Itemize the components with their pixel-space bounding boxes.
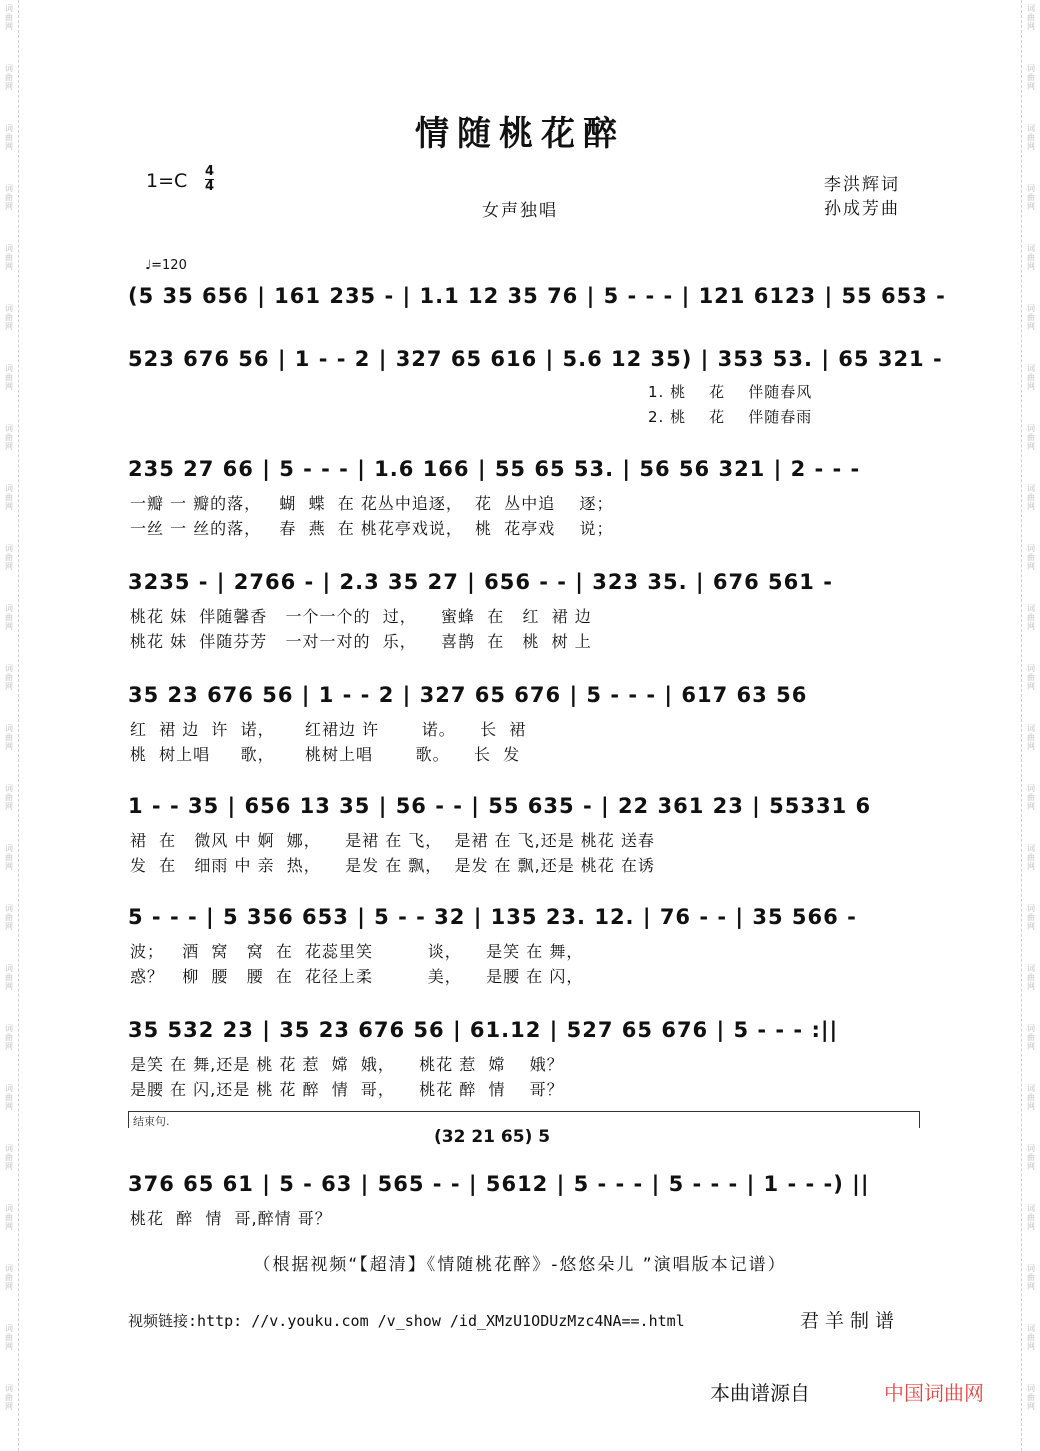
watermark-glyphs: 词 曲 网 [1027,1084,1035,1111]
watermark-glyphs: 词 曲 网 [5,1084,13,1111]
watermark-glyphs: 词 曲 网 [5,784,13,811]
watermark-glyphs: 词 曲 网 [5,64,13,91]
ending-bracket [128,1111,920,1128]
watermark-glyphs: 词 曲 网 [1027,604,1035,631]
lyric-verse-1: 桃花 妹 伴随馨香 一个一个的 过， 蜜蜂 在 红 裙 边 [130,607,592,626]
watermark-glyphs: 词 曲 网 [1027,304,1035,331]
notation-line: 1 - - 35 | 656 13 35 | 56 - - | 55 635 - | 22 361 23 | 55331 6 [128,794,872,818]
watermark-glyphs: 词 曲 网 [5,604,13,631]
lyric-verse-2: 桃 树上唱 歌， 桃树上唱 歌。 长 发 [130,745,521,764]
watermark-glyphs: 词 曲 网 [5,484,13,511]
notation-line: 5 - - - | 5 356 653 | 5 - - 32 | 135 23. 12. | 76 - - | 35 566 - [128,905,857,929]
watermark-glyphs: 词 曲 网 [1027,1384,1035,1411]
watermark-glyphs: 词 曲 网 [1027,664,1035,691]
notation-line: 376 65 61 | 5 - 63 | 565 - - | 5612 | 5 - - - | 5 - - - | 1 - - -) || [128,1172,870,1196]
notation-line: 35 23 676 56 | 1 - - 2 | 327 65 676 | 5 - - - | 617 63 56 [128,683,808,707]
watermark-glyphs: 词 曲 网 [5,1384,13,1411]
lyric-verse-2: 惑？ 柳 腰 腰 在 花径上柔 美， 是腰 在 闪， [130,967,584,986]
watermark-glyphs: 词 曲 网 [5,1264,13,1291]
notation-line: 35 532 23 | 35 23 676 56 | 61.12 | 527 65 676 | 5 - - - :|| [128,1018,839,1042]
watermark-glyphs: 词 曲 网 [5,1324,13,1351]
watermark-glyphs: 词 曲 网 [1027,364,1035,391]
watermark-glyphs: 词 曲 网 [1027,844,1035,871]
lyric-verse-1: 波； 酒 窝 窝 在 花蕊里笑 谈， 是笑 在 舞， [130,942,584,961]
watermark-glyphs: 词 曲 网 [5,1144,13,1171]
watermark-glyphs: 词 曲 网 [5,724,13,751]
watermark-glyphs: 词 曲 网 [5,1024,13,1051]
video-link: 视频链接:http: //v.youku.com /v_show /id_XMzU1ODUzMzc4NA==.html [128,1312,685,1330]
watermark-glyphs: 词 曲 网 [1027,784,1035,811]
lyric-verse-1: 桃花 醉 情 哥,醉情 哥？ [130,1209,332,1228]
watermark-glyphs: 词 曲 网 [5,964,13,991]
watermark-glyphs: 词 曲 网 [5,904,13,931]
lyric-verse-2: 一丝 一 丝的落， 春 燕 在 桃花亭戏说， 桃 花亭戏 说； [130,519,614,538]
lyric-verse-1: 红 裙 边 许 诺， 红裙边 许 诺。 长 裙 [130,720,527,739]
composer-credit: 孙成芳曲 [824,199,900,219]
watermark-glyphs: 词 曲 网 [5,364,13,391]
watermark-glyphs: 词 曲 网 [5,4,13,31]
tempo-marking: ♩=120 [145,258,187,273]
lyric-verse-2: 2. 桃 花 伴随春雨 [648,408,813,426]
watermark-glyphs: 词 曲 网 [5,544,13,571]
key-signature: 1=C [146,170,188,192]
watermark-glyphs: 词 曲 网 [1027,124,1035,151]
transcription-source-note: （根据视频“【超清】《情随桃花醉》-悠悠朵儿 ”演唱版本记谱） [253,1255,787,1275]
watermark-glyphs: 词 曲 网 [5,664,13,691]
watermark-glyphs: 词 曲 网 [1027,544,1035,571]
lyric-verse-1: 一瓣 一 瓣的落， 蝴 蝶 在 花丛中追逐， 花 丛中追 逐； [130,494,614,513]
watermark-glyphs: 词 曲 网 [1027,964,1035,991]
watermark-glyphs: 词 曲 网 [5,184,13,211]
watermark-glyphs: 词 曲 网 [1027,484,1035,511]
watermark-glyphs: 词 曲 网 [1027,64,1035,91]
watermark-glyphs: 词 曲 网 [1027,1204,1035,1231]
lyric-verse-1: 是笑 在 舞,还是 桃 花 惹 嫦 娥， 桃花 惹 嫦 娥？ [130,1055,564,1074]
lyricist-credit: 李洪辉词 [824,175,900,195]
watermark-glyphs: 词 曲 网 [1027,4,1035,31]
lyric-verse-2: 是腰 在 闪,还是 桃 花 醉 情 哥， 桃花 醉 情 哥？ [130,1080,564,1099]
watermark-glyphs: 词 曲 网 [1027,1324,1035,1351]
source-site-name: 中国词曲网 [884,1381,984,1405]
notation-line: 3235 - | 2766 - | 2.3 35 27 | 656 - - | 323 35. | 676 561 - [128,570,833,594]
notation-line: 235 27 66 | 5 - - - | 1.6 166 | 55 65 53. | 56 56 321 | 2 - - - [128,457,861,481]
ending-label: 结束句. [133,1115,170,1128]
watermark-glyphs: 词 曲 网 [1027,184,1035,211]
watermark-glyphs: 词 曲 网 [1027,1024,1035,1051]
notation-line: (5 35 656 | 161 235 - | 1.1 12 35 76 | 5 - - - | 121 6123 | 55 653 - [128,284,946,308]
lyric-verse-2: 发 在 细雨 中 亲 热， 是发 在 飘， 是发 在 飘,还是 桃花 在诱 [130,856,655,875]
watermark-glyphs: 词 曲 网 [1027,904,1035,931]
right-watermark-strip [1021,0,1040,1451]
time-signature-bottom: 4 [205,179,215,194]
song-title: 情随桃花醉 [415,114,625,154]
watermark-glyphs: 词 曲 网 [5,304,13,331]
lyric-verse-1: 1. 桃 花 伴随春风 [648,383,813,401]
watermark-glyphs: 词 曲 网 [5,124,13,151]
left-watermark-strip [0,0,19,1451]
watermark-glyphs: 词 曲 网 [1027,1264,1035,1291]
watermark-glyphs: 词 曲 网 [5,1204,13,1231]
watermark-glyphs: 词 曲 网 [1027,724,1035,751]
watermark-glyphs: 词 曲 网 [5,424,13,451]
watermark-glyphs: 词 曲 网 [1027,244,1035,271]
lyric-verse-1: 裙 在 微风 中 婀 娜， 是裙 在 飞， 是裙 在 飞,还是 桃花 送春 [130,831,655,850]
voice-type: 女声独唱 [482,201,558,221]
notation-line: 523 676 56 | 1 - - 2 | 327 65 616 | 5.6 12 35) | 353 53. | 65 321 - [128,347,943,371]
ending-inset-notes: (32 21 65) 5 [434,1127,551,1147]
lyric-verse-2: 桃花 妹 伴随芬芳 一对一对的 乐， 喜鹊 在 桃 树 上 [130,632,592,651]
time-signature-top: 4 [205,164,215,179]
source-label: 本曲谱源自 [710,1381,810,1405]
watermark-glyphs: 词 曲 网 [1027,424,1035,451]
watermark-glyphs: 词 曲 网 [5,844,13,871]
watermark-glyphs: 词 曲 网 [1027,1144,1035,1171]
transcriber-credit: 君羊制谱 [800,1310,901,1332]
time-signature [205,165,214,194]
watermark-glyphs: 词 曲 网 [5,244,13,271]
